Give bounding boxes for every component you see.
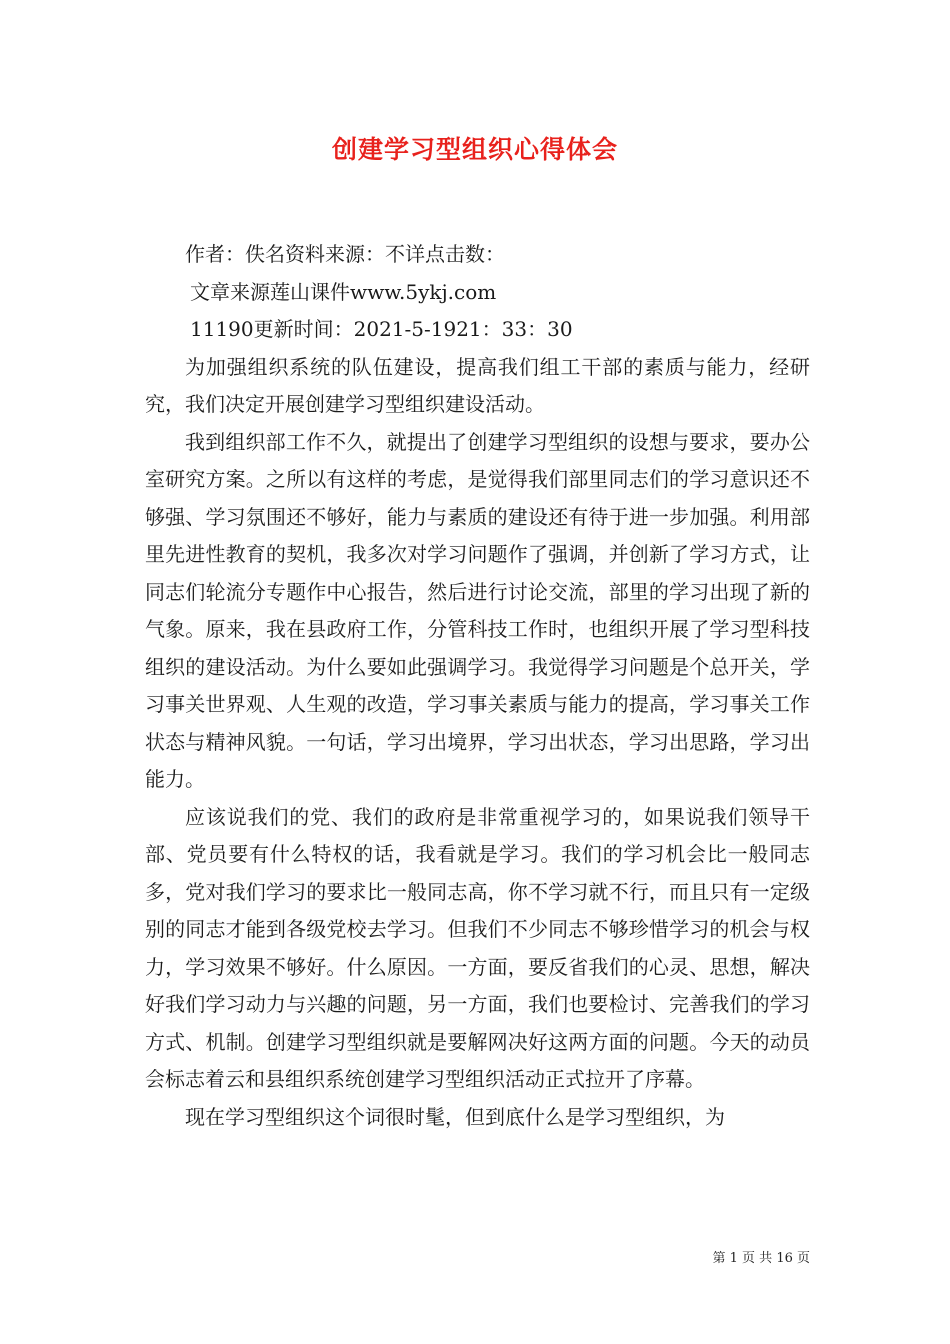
paragraph: 为加强组织系统的队伍建设，提高我们组工干部的素质与能力，经研究，我们决定开展创建学习型组织建设活动。 xyxy=(145,354,810,416)
document-title: 创建学习型组织心得体会 xyxy=(331,135,618,164)
paragraph: 我到组织部工作不久，就提出了创建学习型组织的设想与要求，要办公室研究方案。之所以有这样的考虑，是觉得我们部里同志们的学习意识还不够强、学习氛围还不够好，能力与素质的建设还有待于进一步加强。利用部里先进性教育的契机，我多次对学习问题作了强调，并创新了学习方式，让同志们轮流分专题作中心报告，然后进行讨论交流，部里的学习出现了新的气象。原来，我在县政府工作，分管科技工作时，也组织开展了学习型科技组织的建设活动。为什么要如此强调学习。我觉得学习问题是个总开关，学习事关世界观、人生观的改造，学习事关素质与能力的提高，学习事关工作状态与精神风貌。一句话，学习出境界，学习出状态，学习出思路，学习出能力。 xyxy=(145,429,810,791)
meta-author-line: 作者：佚名资料来源：不详点击数： xyxy=(185,242,505,266)
meta-update-line: 11190更新时间：2021-5-1921：33：30 xyxy=(190,317,573,341)
meta-source-line: 文章来源莲山课件www.5ykj.com xyxy=(190,279,497,304)
page-number: 第 1 页 共 16 页 xyxy=(712,1251,810,1266)
document-body xyxy=(145,236,810,1136)
paragraph: 应该说我们的党、我们的政府是非常重视学习的，如果说我们领导干部、党员要有什么特权的话，我看就是学习。我们的学习机会比一般同志多，党对我们学习的要求比一般同志高，你不学习就不行，而且只有一定级别的同志才能到各级党校去学习。但我们不少同志不够珍惜学习的机会与权力，学习效果不够好。什么原因。一方面，要反省我们的心灵、思想，解决好我们学习动力与兴趣的问题，另一方面，我们也要检讨、完善我们的学习方式、机制。创建学习型组织就是要解网决好这两方面的问题。今天的动员会标志着云和县组织系统创建学习型组织活动正式拉开了序幕。 xyxy=(145,804,810,1091)
paragraph: 现在学习型组织这个词很时髦，但到底什么是学习型组织，为 xyxy=(185,1104,725,1129)
